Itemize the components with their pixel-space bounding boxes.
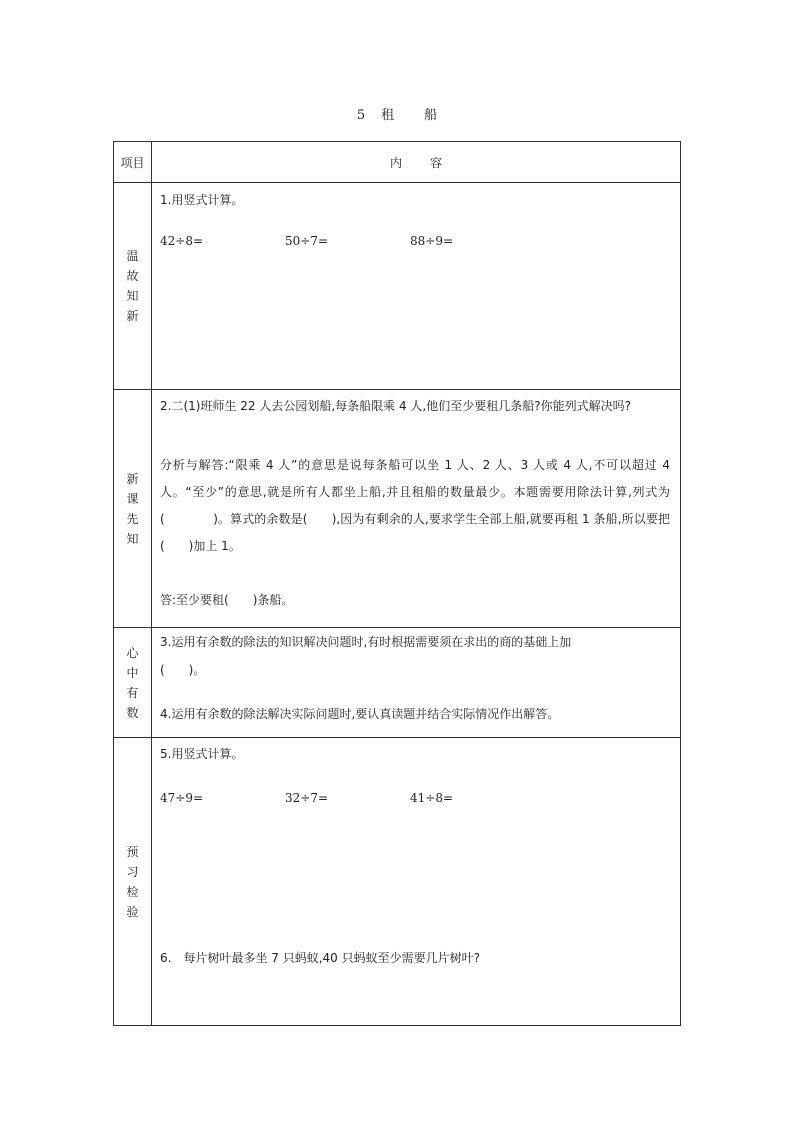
content-preview — [152, 390, 681, 628]
question-6: 6. 每片树叶最多坐 7 只蚂蚁,40 只蚂蚁至少需要几片树叶? — [160, 951, 480, 965]
equation-5b: 32÷7= — [285, 791, 329, 805]
question-4: 4.运用有余数的除法解决实际问题时,要认真读题并结合实际情况作出解答。 — [160, 707, 560, 721]
row-key-points — [114, 628, 681, 738]
header-row — [114, 142, 681, 183]
label-key-points — [114, 628, 152, 738]
question-3-line-1: 3.运用有余数的除法的知识解决问题时,有时根据需要须在求出的商的基础上加 — [160, 635, 572, 649]
content-review — [152, 183, 681, 390]
header-content-char-1: 内 — [389, 155, 402, 170]
label-review-text: 温故知新 — [126, 249, 139, 323]
content-check — [152, 738, 681, 1026]
lesson-number: 5 — [356, 108, 366, 123]
question-5: 5.用竖式计算。 — [160, 747, 244, 761]
header-item: 项目 — [114, 142, 152, 183]
question-2: 2.二(1)班师生 22 人去公园划船,每条船限乘 4 人,他们至少要租几条船?你能列式解决吗? — [160, 399, 631, 413]
content-key-points — [152, 628, 681, 738]
label-preview — [114, 390, 152, 628]
equation-1a: 42÷8= — [160, 234, 204, 248]
row-check — [114, 738, 681, 1026]
label-key-points-text: 心中有数 — [126, 645, 139, 720]
equation-1c: 88÷9= — [410, 234, 454, 248]
label-review — [114, 183, 152, 390]
row-preview — [114, 390, 681, 628]
analysis-text: 分析与解答:“限乘 4 人”的意思是说每条船可以坐 1 人、2 人、3 人或 4 人,不可以超过 4 人。“至少”的意思,就是所有人都坐上船,并且租船的数量最少。本题需要用除法计算,列式为( )。算式的余数是( ),因为有剩余的人,要求学生全部上船,就要再租 1 条船,所以要把( )加上 1。 — [160, 458, 670, 553]
equation-5a: 47÷9= — [160, 791, 204, 805]
answer-text: 答:至少要租( )条船。 — [160, 593, 294, 607]
question-1: 1.用竖式计算。 — [160, 193, 244, 207]
label-check — [114, 738, 152, 1026]
title-word-1: 租 — [381, 108, 395, 123]
label-check-text: 预习检验 — [126, 844, 139, 919]
row-review — [114, 183, 681, 390]
equation-5c: 41÷8= — [410, 791, 454, 805]
title-word-2: 船 — [424, 108, 438, 123]
page-title — [0, 104, 794, 123]
question-3-line-2: ( )。 — [160, 663, 206, 677]
header-content — [152, 142, 681, 183]
label-preview-text: 新课先知 — [126, 471, 139, 546]
equation-1b: 50÷7= — [285, 234, 329, 248]
header-content-char-2: 容 — [430, 155, 443, 170]
worksheet-table — [113, 141, 681, 1026]
